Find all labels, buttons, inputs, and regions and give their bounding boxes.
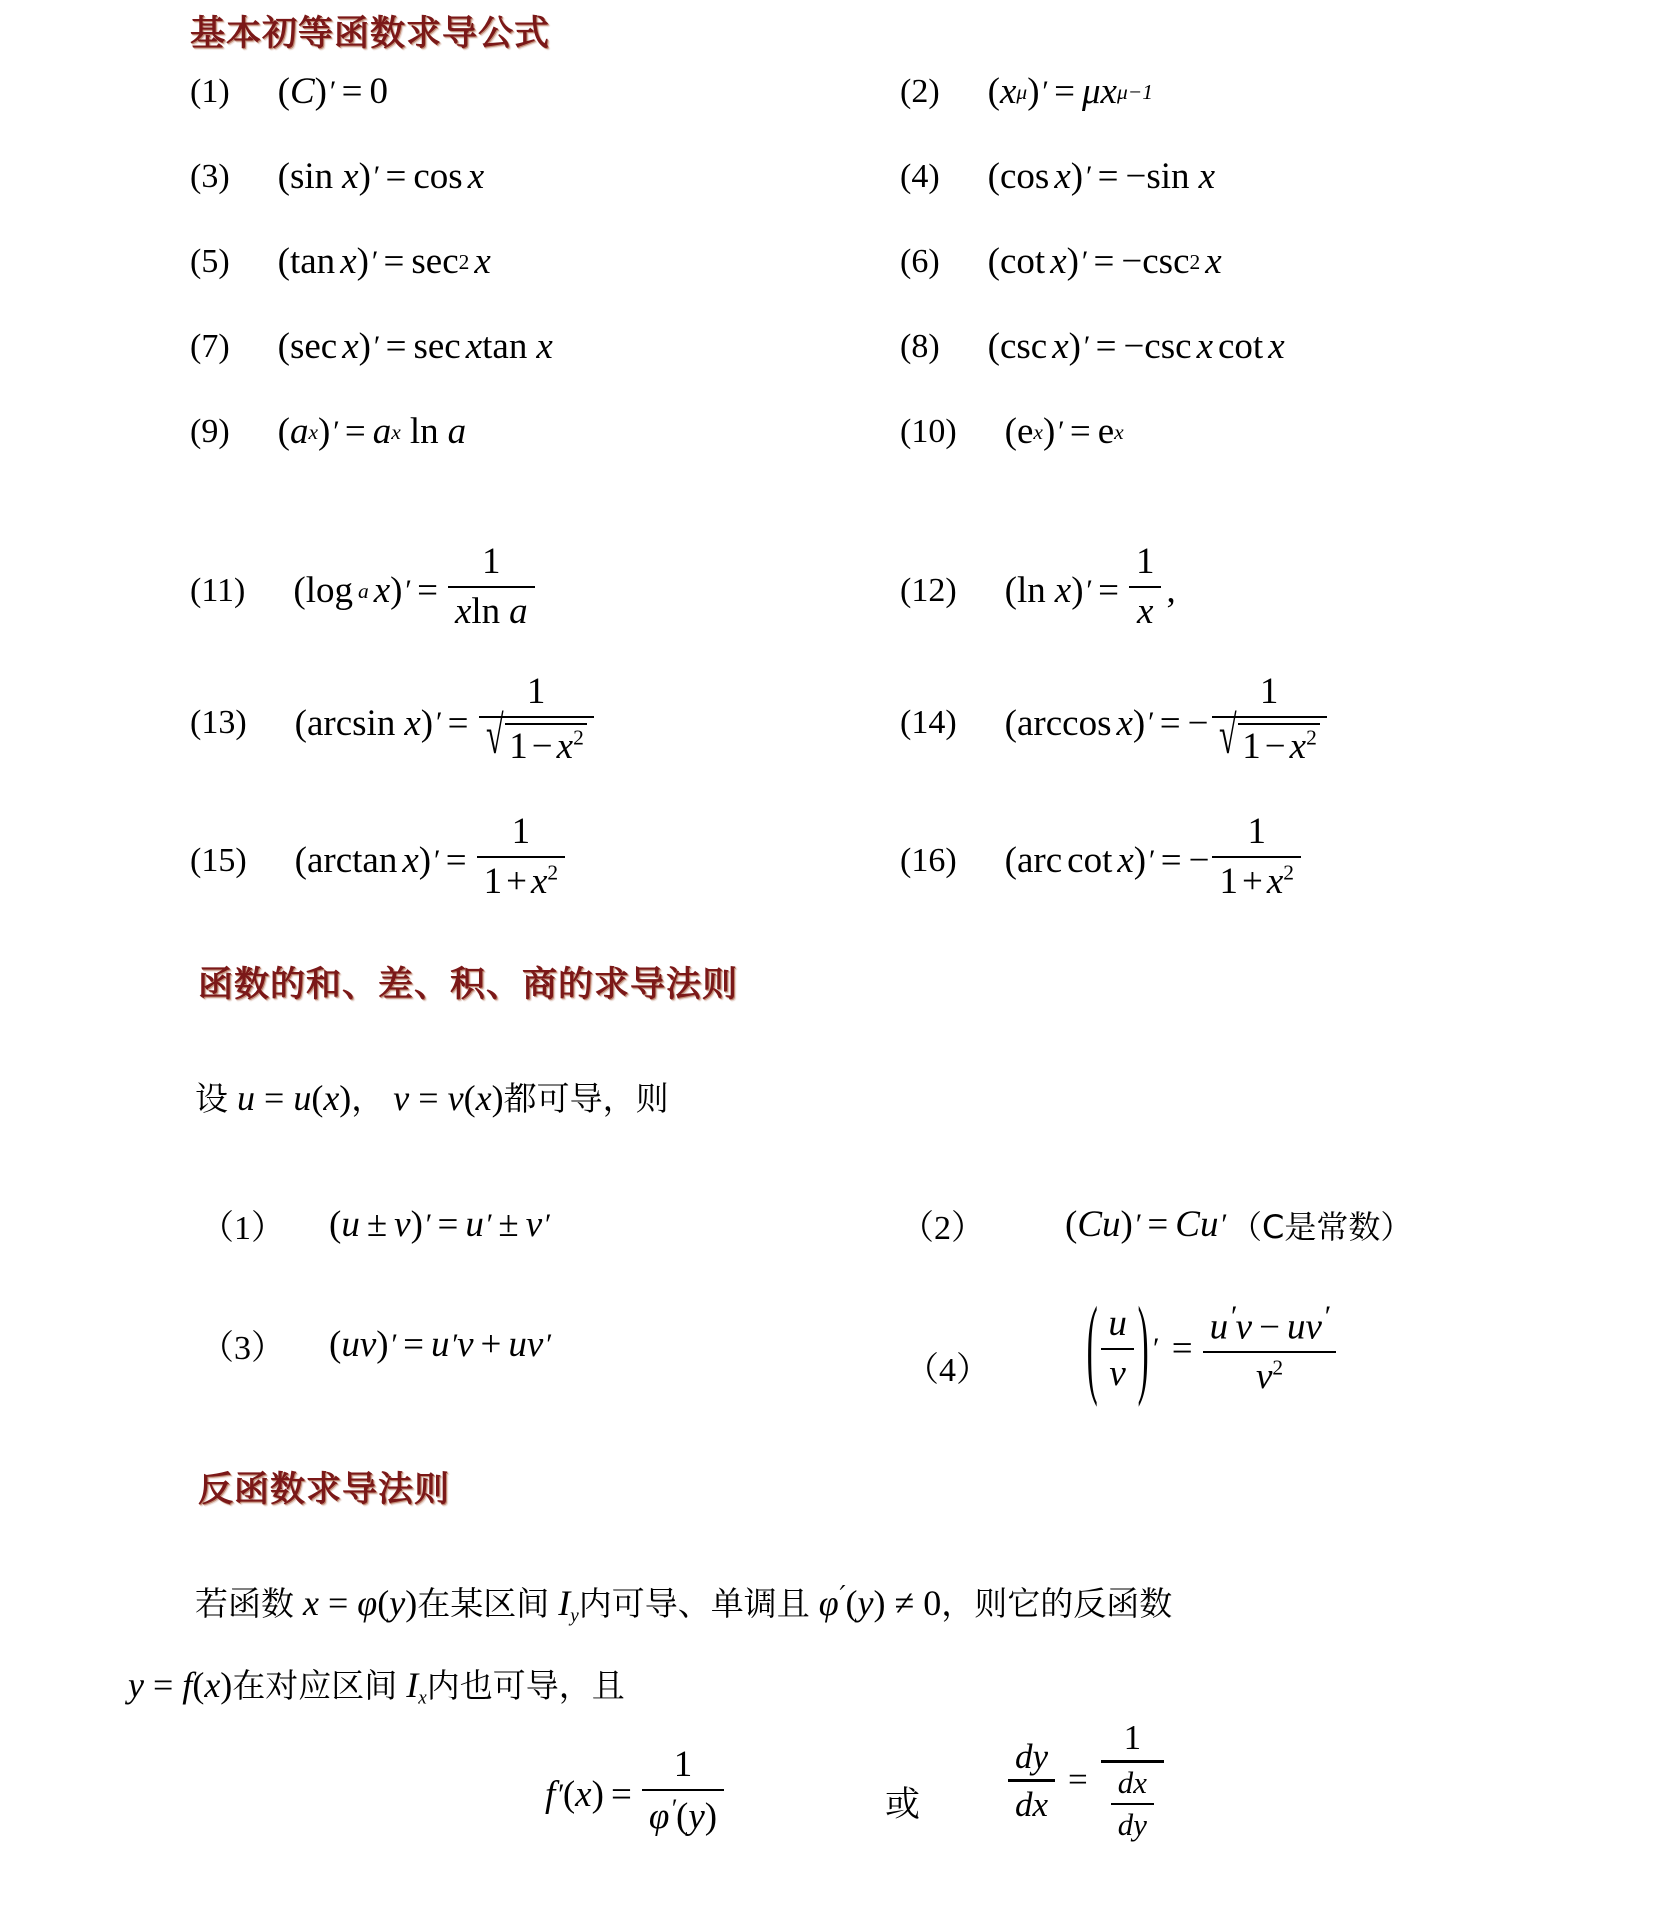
inv-p1-b: 在某区间 bbox=[417, 1584, 550, 1623]
inverse-result-conjunction: 或 bbox=[885, 1785, 921, 1825]
formula-index-1: (1) bbox=[190, 72, 230, 110]
formula-body-13: (arcsin x ) ′ = 1 √ $1 - x^2$ bbox=[295, 675, 597, 771]
formula-row-16 bbox=[900, 811, 1304, 906]
formula-body-4: (cos x ) ′ = −sin x bbox=[987, 156, 1215, 197]
formula-index-5: (5) bbox=[190, 242, 230, 280]
fraction-inverse-right: $\frac{1}{\frac{dx}{dy}}$ bbox=[1101, 1718, 1164, 1843]
rule-body-1: ( u ± v ) ′ = u ′ ± v ′ bbox=[329, 1204, 550, 1245]
formula-index-6: (6) bbox=[900, 242, 940, 280]
formula-body-16: (arc cot x ) ′ = − $\frac{1}{1 + x^2}$ bbox=[1005, 815, 1304, 906]
inv-p2-b: 内也可导，且 bbox=[426, 1666, 625, 1705]
formula-row-5 bbox=[190, 240, 491, 283]
formula-row-4 bbox=[900, 155, 1215, 198]
formula-index-9: (9) bbox=[190, 412, 230, 450]
fraction-15: $\frac{1}{1 + x^2}$ bbox=[477, 811, 566, 902]
inverse-result-left bbox=[545, 1744, 727, 1841]
formula-row-6 bbox=[900, 240, 1222, 283]
formula-index-7: (7) bbox=[190, 327, 230, 365]
inverse-result-right bbox=[1005, 1718, 1167, 1843]
formula-index-16: (16) bbox=[900, 841, 957, 879]
rule-index-2: （2） bbox=[900, 1210, 985, 1247]
formula-body-15: (arctan x ) ′ = $\frac{1}{1 + x^2}$ bbox=[295, 815, 568, 906]
fraction-quotient-result: $\frac{u'v - uv'}{v^2}$ bbox=[1203, 1300, 1337, 1398]
formula-row-11 bbox=[190, 541, 538, 636]
formula-index-11: (11) bbox=[190, 571, 246, 609]
formula-body-6: (cot x ) ′ = −csc 2 x bbox=[987, 241, 1222, 282]
rule-2-note: （C是常数） bbox=[1230, 1207, 1413, 1246]
rule-row-3 bbox=[200, 1320, 551, 1369]
fraction-13: 1 √ $1 - x^2$ bbox=[479, 671, 594, 767]
formula-index-2: (2) bbox=[900, 72, 940, 110]
rule-row-1 bbox=[200, 1200, 550, 1249]
formula-row-7 bbox=[190, 325, 553, 368]
inv-p1-a: 若函数 bbox=[195, 1584, 294, 1623]
rule-index-3: （3） bbox=[200, 1330, 285, 1367]
inverse-result-right-formula: $\frac{dy}{dx}$ = $\frac{1}{\frac{dx}{dy}}$ bbox=[1005, 1718, 1167, 1843]
inverse-paragraph-line-2: y = f(x)在对应区间 $I_x$内也可导，且 bbox=[128, 1665, 625, 1709]
rule-row-2 bbox=[900, 1200, 1412, 1249]
rule-body-3: ( uv ) ′ = u ′ v + uv ′ bbox=[329, 1324, 551, 1365]
formula-body-10: (e x ) ′ = e x bbox=[1004, 411, 1124, 452]
intro-comma-1: ， bbox=[351, 1079, 385, 1118]
formula-index-12: (12) bbox=[900, 571, 957, 609]
fraction-11: $\frac{1}{\text{xln a}}$ bbox=[448, 541, 535, 632]
fraction-dxdy: $\frac{dx}{dy}$ bbox=[1111, 1766, 1154, 1843]
formula-row-12 bbox=[900, 541, 1176, 636]
formula-index-4: (4) bbox=[900, 157, 940, 195]
quotient-parens: ( $\frac{u}{v}$ ) bbox=[1086, 1287, 1149, 1411]
sqrt-13: √ $1 - x^2$ bbox=[486, 723, 587, 767]
formula-row-9 bbox=[190, 410, 466, 453]
formula-row-15 bbox=[190, 811, 568, 906]
sqrt-14: √ $1 - x^2$ bbox=[1219, 723, 1320, 767]
fraction-inverse-left: $\frac{1}{\varphi'(y)}$ bbox=[642, 1744, 724, 1837]
formula-row-3 bbox=[190, 155, 484, 198]
formula-row-10 bbox=[900, 410, 1124, 453]
formula-row-2 bbox=[900, 70, 1153, 113]
fraction-dydx: $\frac{dy}{dx}$ bbox=[1008, 1737, 1055, 1824]
inv-p1-c: 内可导、单调且 bbox=[578, 1584, 810, 1623]
section-heading-arithmetic-rules: 函数的和、差、积、商的求导法则 bbox=[198, 965, 739, 1005]
inverse-result-left-formula: f ′ ( x ) = $\frac{1}{\varphi'(y)}$ bbox=[545, 1748, 727, 1841]
formula-body-1: ( C ) ′ = 0 bbox=[277, 71, 388, 112]
section-heading-basic-derivatives: 基本初等函数求导公式 bbox=[190, 14, 551, 54]
inv-p1-d: ，则它的反函数 bbox=[941, 1584, 1173, 1623]
fraction-14: 1 √ $1 - x^2$ bbox=[1212, 671, 1327, 767]
section-heading-inverse-rule: 反函数求导法则 bbox=[198, 1470, 451, 1510]
formula-body-3: (sin x ) ′ = cos x bbox=[277, 156, 485, 197]
inverse-paragraph-line-1: 若函数 x = φ(y)在某区间 $I_y$内可导、单调且 φ′(y) ≠ 0，则它的反函数 bbox=[195, 1581, 1173, 1627]
formula-body-14: (arccos x ) ′ = − 1 √ $1 - x^2$ bbox=[1005, 675, 1330, 771]
formula-row-8 bbox=[900, 325, 1285, 368]
intro-suffix: 都可导，则 bbox=[503, 1079, 669, 1118]
formula-body-2: ( x μ ) ′ = μ x μ−1 bbox=[987, 71, 1153, 112]
formula-row-14 bbox=[900, 671, 1330, 771]
formula-index-10: (10) bbox=[900, 412, 957, 450]
formula-body-9: ( a x ) ′ = a x ln a bbox=[277, 411, 467, 452]
formula-body-8: (csc x ) ′ = −csc x cot x bbox=[987, 326, 1285, 367]
formula-index-3: (3) bbox=[190, 157, 230, 195]
fraction-16: $\frac{1}{1 + x^2}$ bbox=[1212, 811, 1301, 902]
rule-body-4: ( $\frac{u}{v}$ ) ′ = $\frac{u'v - uv'}{v^2}$ bbox=[1086, 1300, 1339, 1398]
formula-index-14: (14) bbox=[900, 704, 957, 742]
formula-index-15: (15) bbox=[190, 841, 247, 879]
formula-body-5: (tan x ) ′ = sec 2 x bbox=[277, 241, 491, 282]
formula-body-11: (log a x ) ′ = $\frac{1}{\text{xln a}}$ bbox=[293, 545, 537, 636]
fraction-uv: $\frac{u}{v}$ bbox=[1101, 1303, 1134, 1394]
rule-index-1: （1） bbox=[200, 1210, 285, 1247]
rule-row-4 bbox=[905, 1287, 1339, 1411]
formula-index-8: (8) bbox=[900, 327, 940, 365]
intro-prefix: 设 bbox=[195, 1079, 228, 1118]
formula-body-7: (sec x ) ′ = sec x tan x bbox=[277, 326, 553, 367]
rule-body-2: ( Cu ) ′ = Cu ′ （C是常数） bbox=[1065, 1202, 1412, 1248]
arithmetic-rules-intro: 设 u = u(x)， v = v(x)都可导，则 bbox=[195, 1078, 669, 1118]
formula-body-12: (ln x ) ′ = $\frac{1}{x}$ , bbox=[1004, 541, 1176, 633]
formula-row-1 bbox=[190, 70, 388, 113]
formula-row-13 bbox=[190, 671, 597, 771]
inv-p2-a: 在对应区间 bbox=[232, 1666, 398, 1705]
fraction-12: $\frac{1}{x}$ bbox=[1129, 541, 1162, 632]
formula-index-13: (13) bbox=[190, 704, 247, 742]
rule-index-4: （4） bbox=[905, 1352, 990, 1390]
